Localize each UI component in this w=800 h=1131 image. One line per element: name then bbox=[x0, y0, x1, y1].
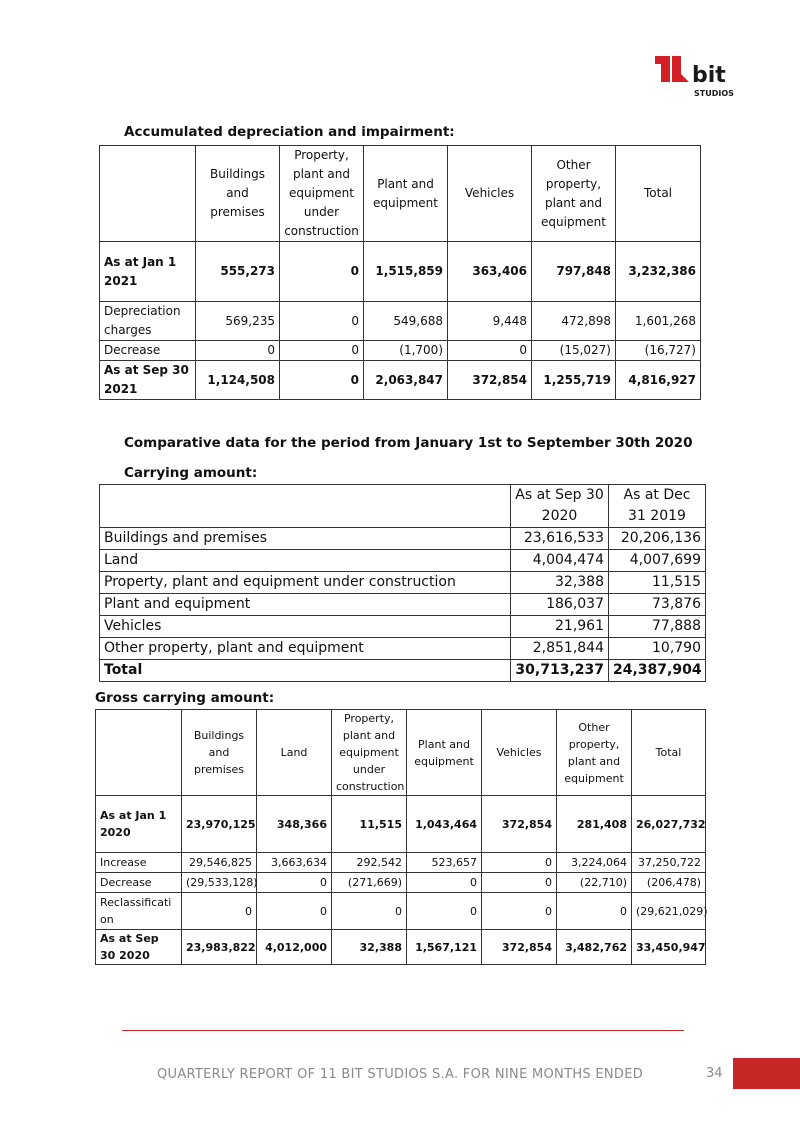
row-label: As at Sep 30 2021 bbox=[100, 361, 196, 400]
cell: 3,232,386 bbox=[616, 242, 701, 302]
cell: 1,567,121 bbox=[407, 930, 482, 965]
header-cell: As at Sep 30 2020 bbox=[511, 485, 609, 528]
header-cell: Vehicles bbox=[448, 146, 532, 242]
cell: (1,700) bbox=[364, 341, 448, 361]
footer-accent-tab bbox=[733, 1058, 800, 1089]
header-cell: Property, plant and equipment under construction bbox=[280, 146, 364, 242]
row-label: As at Sep 30 2020 bbox=[96, 930, 182, 965]
table-row-total bbox=[100, 660, 706, 682]
cell: 0 bbox=[280, 341, 364, 361]
cell: 3,663,634 bbox=[257, 853, 332, 873]
cell: 0 bbox=[280, 302, 364, 341]
cell: 363,406 bbox=[448, 242, 532, 302]
cell: 472,898 bbox=[532, 302, 616, 341]
cell: 33,450,947 bbox=[632, 930, 706, 965]
table-header-row bbox=[100, 485, 706, 528]
cell: 23,983,822 bbox=[182, 930, 257, 965]
header-cell: Total bbox=[632, 710, 706, 796]
row-label: Increase bbox=[96, 853, 182, 873]
row-label: Reclassification bbox=[96, 893, 182, 930]
cell: 30,713,237 bbox=[511, 660, 609, 682]
cell: 549,688 bbox=[364, 302, 448, 341]
row-label: Vehicles bbox=[100, 616, 511, 638]
table-row bbox=[96, 873, 706, 893]
cell: 37,250,722 bbox=[632, 853, 706, 873]
table-row bbox=[100, 528, 706, 550]
header-cell: As at Dec 31 2019 bbox=[609, 485, 706, 528]
cell: 4,004,474 bbox=[511, 550, 609, 572]
row-label: Property, plant and equipment under construction bbox=[100, 572, 511, 594]
table-header-row bbox=[96, 710, 706, 796]
cell: 0 bbox=[557, 893, 632, 930]
row-label: Total bbox=[100, 660, 511, 682]
header-cell: Other property, plant and equipment bbox=[532, 146, 616, 242]
cell: 1,124,508 bbox=[196, 361, 280, 400]
row-label: Other property, plant and equipment bbox=[100, 638, 511, 660]
cell: (15,027) bbox=[532, 341, 616, 361]
cell: 24,387,904 bbox=[609, 660, 706, 682]
cell: 797,848 bbox=[532, 242, 616, 302]
cell: 4,007,699 bbox=[609, 550, 706, 572]
cell: 0 bbox=[280, 242, 364, 302]
cell: 21,961 bbox=[511, 616, 609, 638]
cell: 523,657 bbox=[407, 853, 482, 873]
cell: (22,710) bbox=[557, 873, 632, 893]
cell: 11,515 bbox=[332, 796, 407, 853]
carrying-amount-heading: Carrying amount: bbox=[124, 465, 258, 481]
cell: 3,482,762 bbox=[557, 930, 632, 965]
cell: 372,854 bbox=[482, 930, 557, 965]
cell: 9,448 bbox=[448, 302, 532, 341]
footer-report-title: QUARTERLY REPORT OF 11 BIT STUDIOS S.A. FOR NINE MONTHS ENDED bbox=[157, 1067, 644, 1082]
header-cell: Plant and equipment bbox=[407, 710, 482, 796]
cell: (206,478) bbox=[632, 873, 706, 893]
gross-carrying-amount-table bbox=[95, 709, 706, 965]
cell: 73,876 bbox=[609, 594, 706, 616]
logo-subtext: STUDIOS bbox=[694, 89, 734, 98]
cell: (16,727) bbox=[616, 341, 701, 361]
cell: (29,621,029) bbox=[632, 893, 706, 930]
cell: 281,408 bbox=[557, 796, 632, 853]
header-cell: Buildings and premises bbox=[182, 710, 257, 796]
cell: 23,970,125 bbox=[182, 796, 257, 853]
row-label: As at Jan 1 2021 bbox=[100, 242, 196, 302]
table-row bbox=[96, 796, 706, 853]
row-label: Decrease bbox=[100, 341, 196, 361]
row-label: Decrease bbox=[96, 873, 182, 893]
cell: 0 bbox=[407, 893, 482, 930]
table-row bbox=[96, 853, 706, 873]
table-row bbox=[100, 302, 701, 341]
cell: 0 bbox=[482, 873, 557, 893]
cell: 0 bbox=[196, 341, 280, 361]
cell: 26,027,732 bbox=[632, 796, 706, 853]
cell: 0 bbox=[407, 873, 482, 893]
cell: 372,854 bbox=[482, 796, 557, 853]
footer-divider bbox=[122, 1030, 684, 1031]
cell: 0 bbox=[182, 893, 257, 930]
cell: 11,515 bbox=[609, 572, 706, 594]
table-row bbox=[96, 930, 706, 965]
page-number: 34 bbox=[706, 1066, 723, 1081]
gross-carrying-heading: Gross carrying amount: bbox=[95, 690, 275, 706]
cell: 292,542 bbox=[332, 853, 407, 873]
table-row bbox=[100, 361, 701, 400]
row-label: Plant and equipment bbox=[100, 594, 511, 616]
header-cell: Land bbox=[257, 710, 332, 796]
cell: 4,816,927 bbox=[616, 361, 701, 400]
cell: 0 bbox=[448, 341, 532, 361]
cell: 3,224,064 bbox=[557, 853, 632, 873]
cell: 20,206,136 bbox=[609, 528, 706, 550]
cell: 2,063,847 bbox=[364, 361, 448, 400]
cell: 0 bbox=[257, 893, 332, 930]
cell: 1,601,268 bbox=[616, 302, 701, 341]
row-label: Depreciation charges bbox=[100, 302, 196, 341]
cell: 23,616,533 bbox=[511, 528, 609, 550]
cell: 1,515,859 bbox=[364, 242, 448, 302]
row-label: Land bbox=[100, 550, 511, 572]
header-cell-empty bbox=[100, 485, 511, 528]
cell: 348,366 bbox=[257, 796, 332, 853]
cell: 32,388 bbox=[511, 572, 609, 594]
header-cell: Total bbox=[616, 146, 701, 242]
table-row bbox=[100, 616, 706, 638]
cell: 372,854 bbox=[448, 361, 532, 400]
table-row bbox=[100, 242, 701, 302]
cell: 0 bbox=[482, 893, 557, 930]
cell: 2,851,844 bbox=[511, 638, 609, 660]
header-cell-empty bbox=[96, 710, 182, 796]
cell: 77,888 bbox=[609, 616, 706, 638]
table-row bbox=[100, 341, 701, 361]
accumulated-heading: Accumulated depreciation and impairment: bbox=[124, 124, 455, 140]
table-row bbox=[96, 893, 706, 930]
table-header-row bbox=[100, 146, 701, 242]
cell: (29,533,128) bbox=[182, 873, 257, 893]
carrying-amount-table bbox=[99, 484, 706, 682]
cell: 1,043,464 bbox=[407, 796, 482, 853]
logo-wordmark: bit bbox=[692, 63, 726, 88]
cell: 0 bbox=[332, 893, 407, 930]
table-row bbox=[100, 638, 706, 660]
cell: 569,235 bbox=[196, 302, 280, 341]
header-cell: Buildings and premises bbox=[196, 146, 280, 242]
header-cell: Plant and equipment bbox=[364, 146, 448, 242]
header-cell: Other property, plant and equipment bbox=[557, 710, 632, 796]
table-row bbox=[100, 550, 706, 572]
table-row bbox=[100, 594, 706, 616]
cell: 32,388 bbox=[332, 930, 407, 965]
row-label: Buildings and premises bbox=[100, 528, 511, 550]
header-cell: Vehicles bbox=[482, 710, 557, 796]
cell: 186,037 bbox=[511, 594, 609, 616]
header-cell-empty bbox=[100, 146, 196, 242]
cell: (271,669) bbox=[332, 873, 407, 893]
cell: 1,255,719 bbox=[532, 361, 616, 400]
comparative-heading: Comparative data for the period from January 1st to September 30th 2020 bbox=[124, 435, 693, 451]
table-row bbox=[100, 572, 706, 594]
cell: 555,273 bbox=[196, 242, 280, 302]
cell: 0 bbox=[257, 873, 332, 893]
cell: 4,012,000 bbox=[257, 930, 332, 965]
header-cell: Property, plant and equipment under construction bbox=[332, 710, 407, 796]
cell: 29,546,825 bbox=[182, 853, 257, 873]
cell: 10,790 bbox=[609, 638, 706, 660]
row-label: As at Jan 1 2020 bbox=[96, 796, 182, 853]
cell: 0 bbox=[280, 361, 364, 400]
cell: 0 bbox=[482, 853, 557, 873]
accumulated-depreciation-table bbox=[99, 145, 701, 400]
company-logo bbox=[655, 52, 739, 100]
